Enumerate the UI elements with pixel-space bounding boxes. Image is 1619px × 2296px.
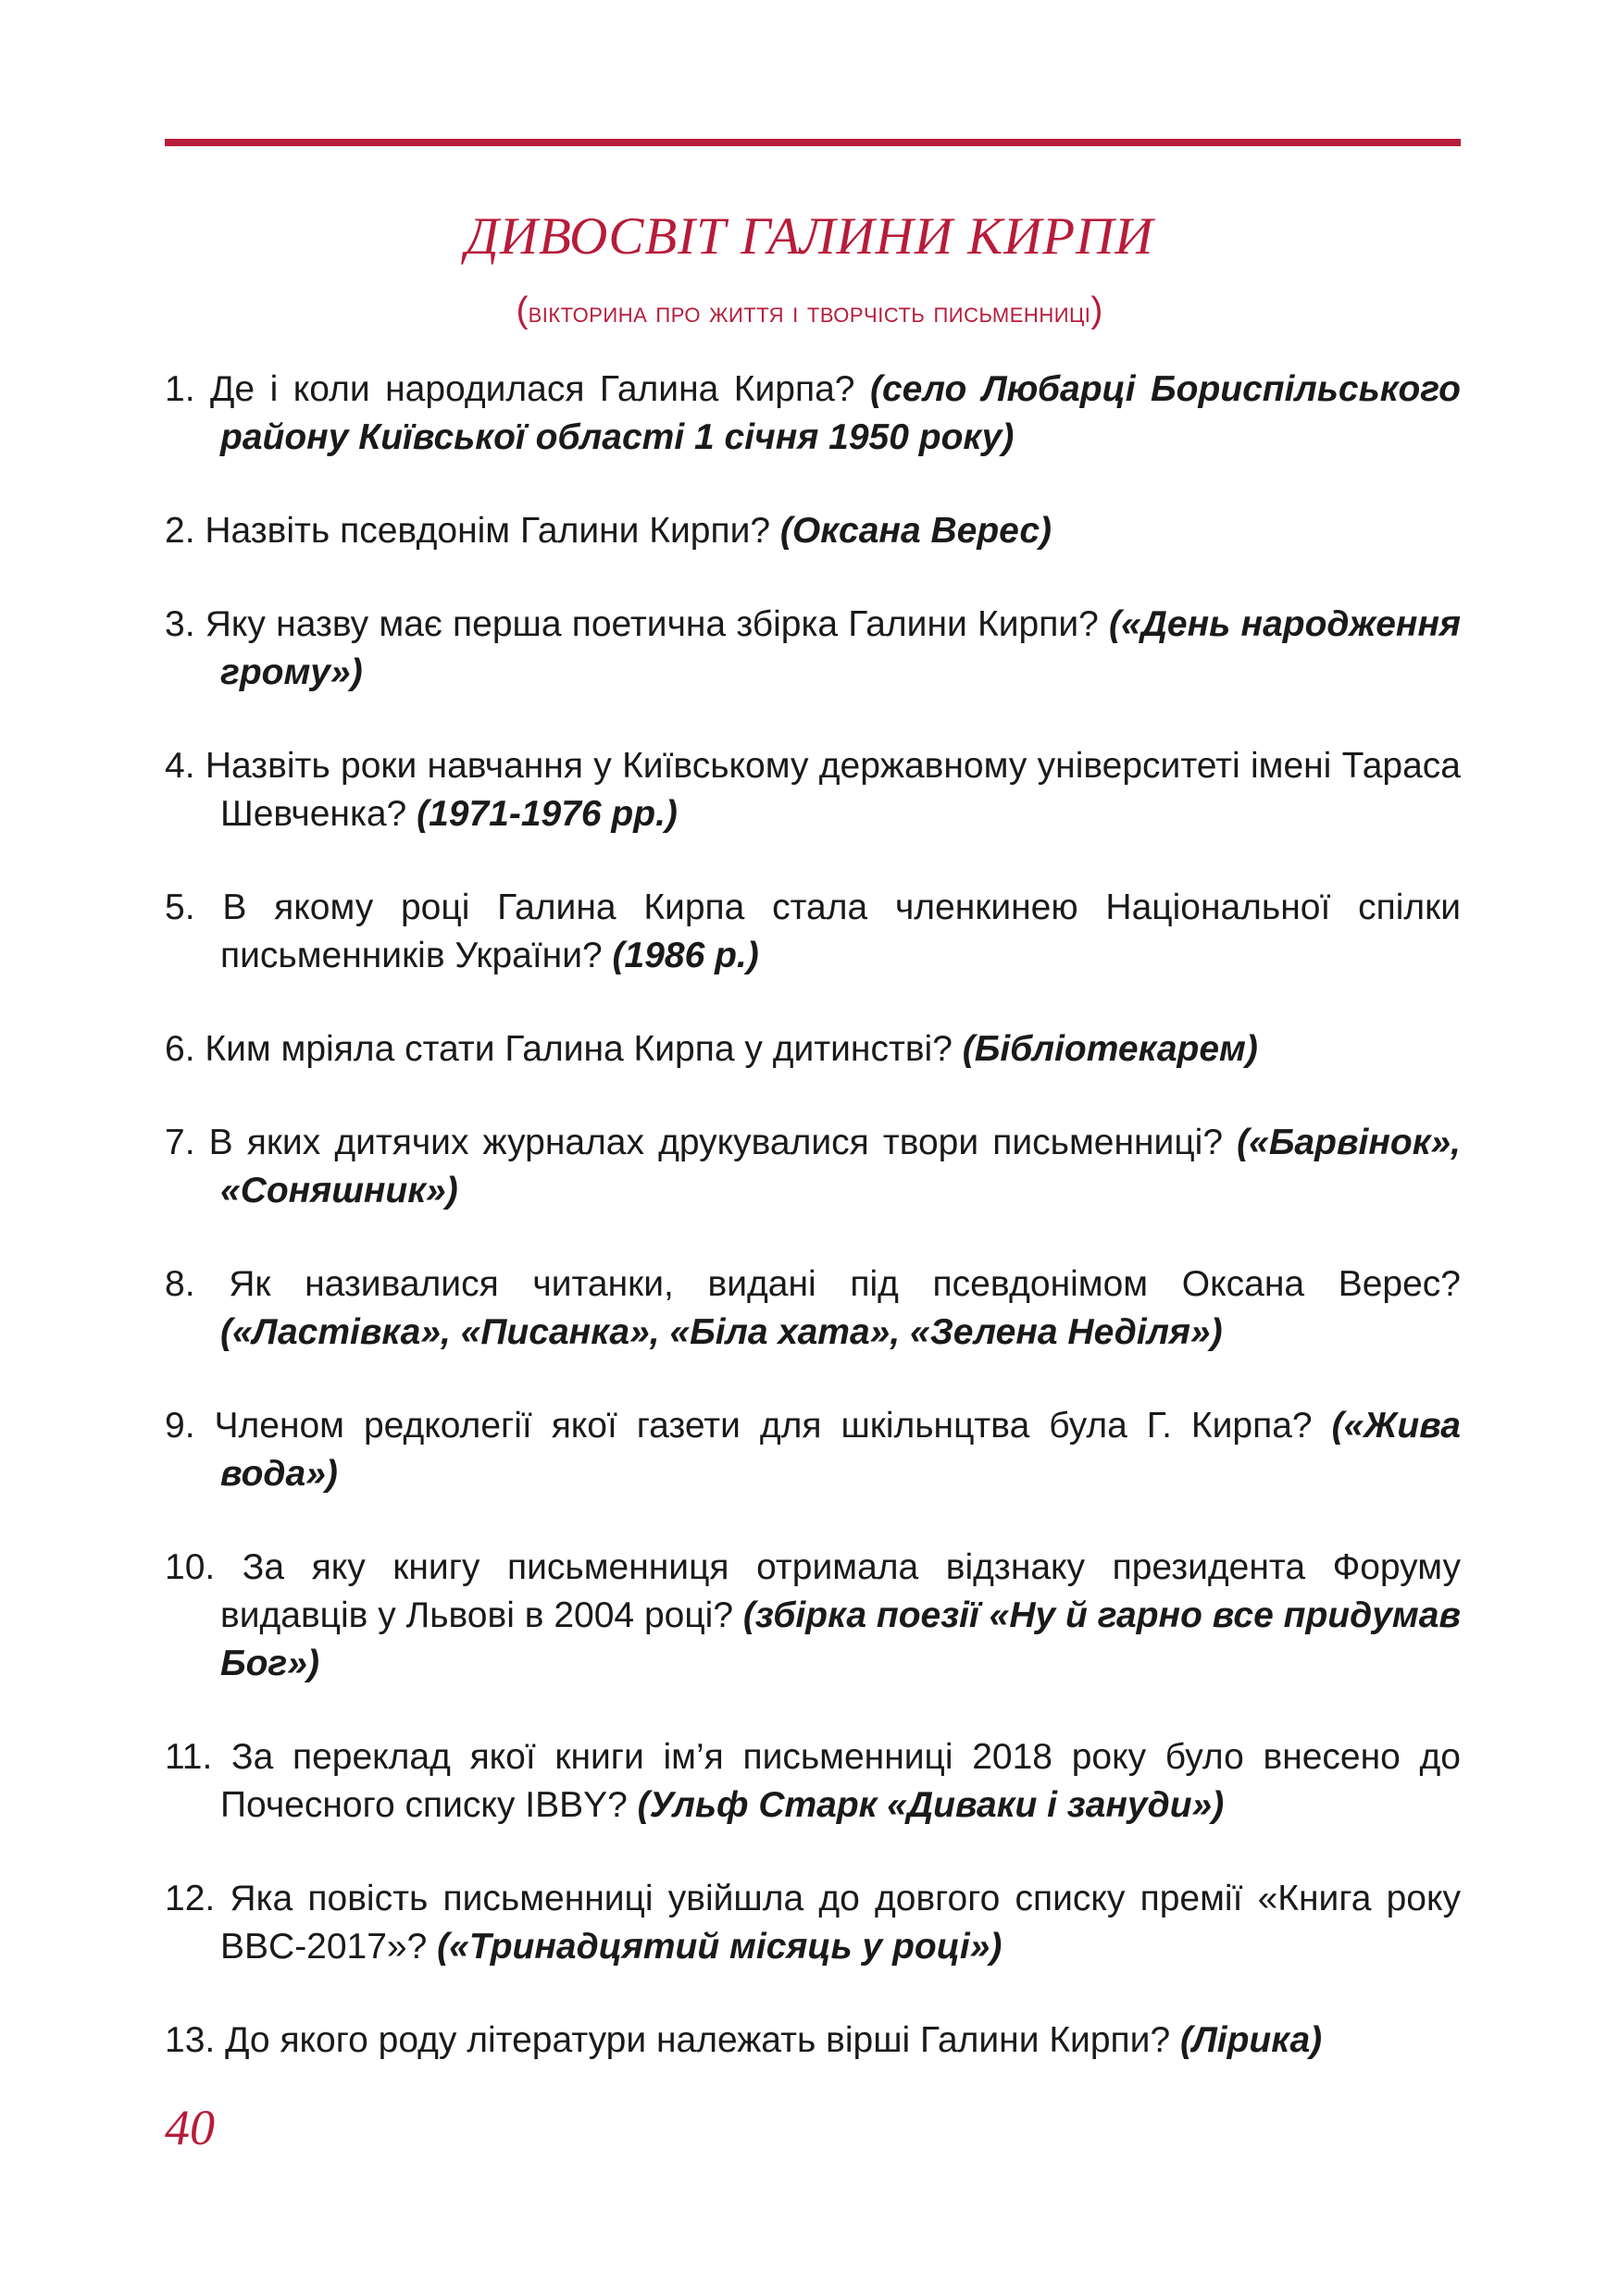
quiz-question (165, 507, 1461, 555)
question-text: За яку книгу письменниця отримала відзнаку президента Форуму видавців у Львові в 2004 році? (220, 1547, 1461, 1635)
quiz-question (165, 601, 1461, 697)
quiz-question (165, 1402, 1461, 1498)
question-answer: («Жива вода») (220, 1406, 1461, 1494)
quiz-question (165, 884, 1461, 980)
question-answer: («День народження грому») (220, 604, 1461, 692)
question-text: Яка повість письменниці увійшла до довгого списку премії «Книга року BBC-2017»? (220, 1879, 1461, 1967)
question-number: 11. (165, 1737, 213, 1777)
question-number: 6. (165, 1029, 195, 1069)
question-number: 3. (165, 604, 195, 644)
question-text: До якого роду літератури належать вірші Галини Кирпи? (225, 2020, 1171, 2060)
subtitle-text: вікторина про життя і творчість письменниці (528, 296, 1091, 329)
question-text: Як називалися читанки, видані під псевдонімом Оксана Верес? (229, 1264, 1461, 1304)
question-answer: (Бібліотекарем) (962, 1029, 1258, 1069)
question-number: 1. (165, 369, 195, 409)
page-number: 40 (165, 2100, 215, 2155)
question-answer: («Тринадцятий місяць у році») (437, 1927, 1003, 1967)
question-number: 8. (165, 1264, 195, 1304)
question-answer: (1971-1976 рр.) (417, 794, 678, 834)
question-number: 7. (165, 1123, 195, 1162)
quiz-question (165, 1544, 1461, 1688)
quiz-question (165, 1260, 1461, 1357)
subtitle-close-paren: ) (1090, 291, 1103, 330)
question-number: 10. (165, 1547, 216, 1587)
quiz-question (165, 1875, 1461, 1971)
quiz-question (165, 366, 1461, 462)
question-number: 9. (165, 1406, 195, 1446)
quiz-question (165, 1119, 1461, 1215)
question-text: За переклад якої книги ім’я письменниці 2018 року було внесено до Почесного списку IBBY? (220, 1737, 1461, 1825)
question-answer: (Лірика) (1179, 2020, 1323, 2060)
question-number: 4. (165, 746, 195, 786)
question-text: В яких дитячих журналах друкувалися твори письменниці? (208, 1123, 1224, 1162)
question-text: Назвіть псевдонім Галини Кирпи? (205, 511, 771, 551)
question-answer: (1986 р.) (612, 936, 759, 975)
question-number: 2. (165, 511, 195, 551)
quiz-question (165, 1025, 1461, 1074)
question-text: В якому році Галина Кирпа стала членкинею Національної спілки письменників України? (220, 887, 1461, 975)
quiz-question (165, 2017, 1461, 2065)
question-text: Де і коли народилася Галина Кирпа? (210, 369, 855, 409)
question-answer: (Оксана Верес) (779, 511, 1052, 551)
question-text: Членом редколегії якої газети для шкільнцтва була Г. Кирпа? (214, 1406, 1313, 1446)
question-answer: («Ластівка», «Писанка», «Біла хата», «Зелена Неділя») (220, 1312, 1223, 1352)
page-subtitle (0, 290, 1619, 333)
question-text: Ким мріяла стати Галина Кирпа у дитинстві? (205, 1029, 953, 1069)
top-rule (165, 139, 1461, 146)
page-title: ДИВОСВІТ ГАЛИНИ КИРПИ (465, 207, 1154, 266)
question-number: 12. (165, 1879, 216, 1918)
subtitle-open-paren: ( (516, 291, 529, 330)
question-answer: («Барвінок», «Соняшник») (220, 1123, 1462, 1210)
quiz-question-list (165, 366, 1461, 2110)
quiz-question (165, 1733, 1461, 1830)
question-text: Яку назву має перша поетична збірка Галини Кирпи? (205, 604, 1099, 644)
question-text: Назвіть роки навчання у Київському державному університеті імені Тараса Шевченка? (205, 746, 1461, 834)
question-answer: (село Любарці Бориспільського району Київської області 1 січня 1950 року) (220, 369, 1461, 457)
question-number: 13. (165, 2020, 216, 2060)
question-number: 5. (165, 887, 195, 927)
question-answer: (Ульф Старк «Диваки і зануди») (637, 1785, 1225, 1825)
quiz-question (165, 742, 1461, 838)
question-answer: (збірка поезії «Ну й гарно все придумав Бог») (220, 1595, 1461, 1683)
